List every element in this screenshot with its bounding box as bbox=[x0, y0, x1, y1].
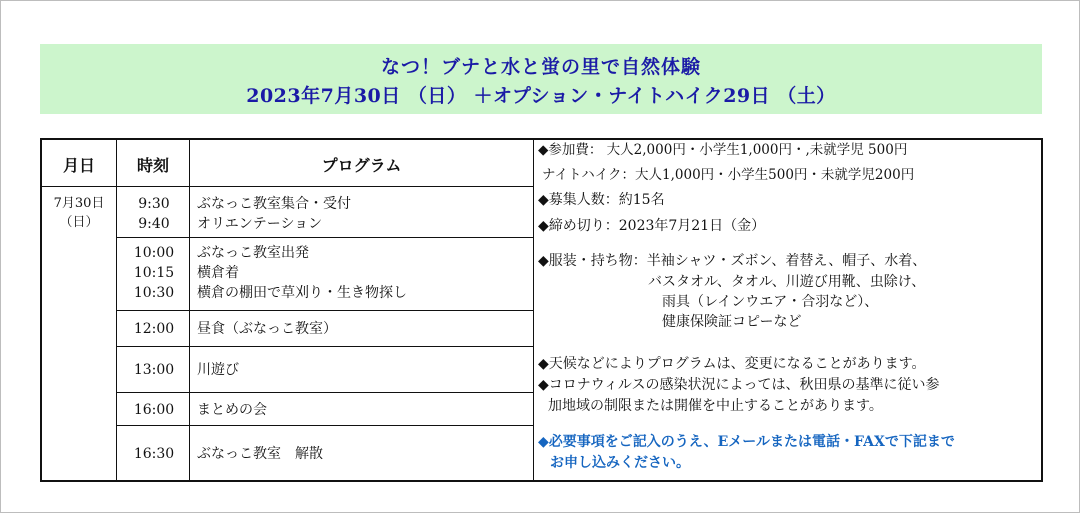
row-divider bbox=[116, 346, 533, 347]
row-divider bbox=[116, 392, 533, 393]
program-item: 昼食（ぶなっこ教室） bbox=[197, 321, 337, 337]
fee-night-hike: ナイトハイク：大人1,000円・小学生500円・未就学児200円 bbox=[542, 167, 915, 183]
program-cell bbox=[197, 444, 532, 464]
weather-notice: ◆天候などによりプログラムは、変更になることがあります。 bbox=[538, 356, 926, 372]
program-item: まとめの会 bbox=[197, 402, 267, 418]
program-item: オリエンテーション bbox=[197, 216, 323, 232]
items-to-bring-cont: バスタオル、タオル、川遊び用靴、虫除け、 bbox=[648, 274, 926, 290]
application-notice: ◆必要事項をご記入のうえ、Eメールまたは電話・FAXで下記まで bbox=[538, 434, 955, 450]
header-time: 時刻 bbox=[136, 155, 169, 175]
time-value: 16:30 bbox=[133, 446, 175, 462]
row-divider bbox=[116, 237, 533, 238]
time-value: 10:30 bbox=[133, 285, 175, 301]
time-value: 12:00 bbox=[133, 321, 175, 337]
row-divider bbox=[116, 425, 533, 426]
application-notice-cont: お申し込みください。 bbox=[550, 455, 690, 471]
header-date: 月日 bbox=[62, 155, 95, 175]
time-value: 10:15 bbox=[133, 265, 175, 281]
capacity: ◆募集人数：約15名 bbox=[538, 192, 665, 208]
program-cell bbox=[197, 194, 532, 234]
program-item: ぶなっこ教室出発 bbox=[197, 245, 309, 261]
program-cell bbox=[197, 319, 532, 339]
event-title: なつ！ブナと水と蛍の里で自然体験 bbox=[380, 56, 701, 78]
program-cell bbox=[197, 360, 532, 380]
items-to-bring-cont: 健康保険証コピーなど bbox=[662, 314, 802, 330]
time-value: 9:30 bbox=[138, 196, 170, 212]
header-program: プログラム bbox=[321, 155, 402, 175]
time-value: 9:40 bbox=[138, 216, 170, 232]
time-value: 13:00 bbox=[133, 362, 175, 378]
fee-adult-child: ◆参加費： 大人2,000円・小学生1,000円・,未就学児 500円 bbox=[538, 142, 908, 158]
title-banner bbox=[40, 44, 1042, 114]
program-item: ぶなっこ教室 解散 bbox=[197, 446, 323, 462]
time-value: 10:00 bbox=[133, 245, 175, 261]
event-subtitle: 2023年7月30日 （日） ＋オプション・ナイトハイク29日 （土） bbox=[246, 85, 836, 107]
program-item: 横倉着 bbox=[197, 265, 239, 281]
program-item: 川遊び bbox=[197, 362, 239, 378]
program-item: ぶなっこ教室集合・受付 bbox=[197, 196, 351, 212]
time-value: 16:00 bbox=[133, 402, 175, 418]
program-cell bbox=[197, 400, 532, 420]
items-to-bring: ◆服装・持ち物：半袖シャツ・ズボン、着替え、帽子、水着、 bbox=[538, 253, 927, 269]
program-item: 横倉の棚田で草刈り・生き物探し bbox=[197, 285, 407, 301]
covid-notice: ◆コロナウィルスの感染状況によっては、秋田県の基準に従い参 bbox=[538, 377, 940, 393]
row-divider bbox=[116, 310, 533, 311]
time-cell bbox=[118, 319, 190, 339]
time-cell bbox=[118, 360, 190, 380]
time-cell bbox=[118, 400, 190, 420]
time-cell bbox=[118, 444, 190, 464]
items-to-bring-cont: 雨具（レインウエア・合羽など）、 bbox=[662, 294, 879, 310]
covid-notice-cont: 加地域の制限または開催を中止することがあります。 bbox=[548, 398, 883, 414]
date-weekday: （日） bbox=[59, 215, 99, 230]
date-day: 7月30日 bbox=[53, 196, 105, 211]
time-cell bbox=[118, 194, 190, 234]
time-cell bbox=[118, 243, 190, 303]
date-cell bbox=[42, 194, 116, 232]
schedule-table bbox=[40, 138, 1043, 482]
column-divider bbox=[533, 140, 534, 480]
program-cell bbox=[197, 243, 532, 303]
deadline: ◆締め切り：2023年7月21日（金） bbox=[538, 218, 766, 234]
